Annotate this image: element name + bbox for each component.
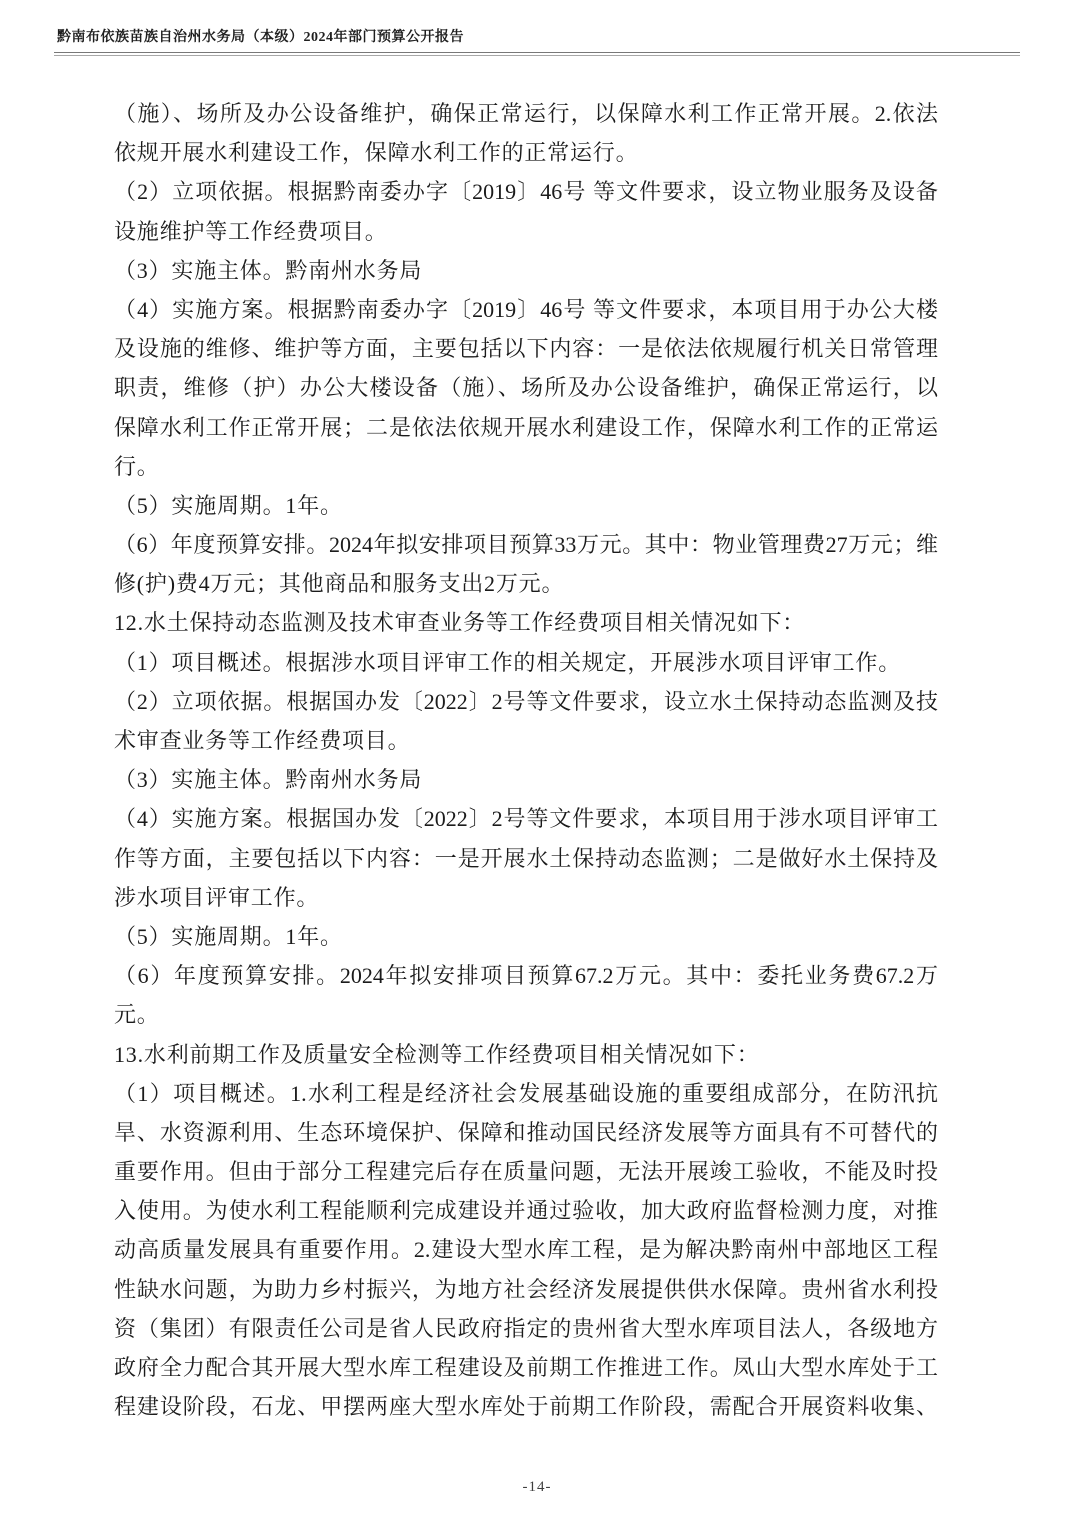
text-line: （4）实施方案。根据黔南委办字〔2019〕46号 等文件要求，本项目用于办公大楼 (114, 296, 938, 322)
text-line: （2）立项依据。根据国办发〔2022〕2号等文件要求，设立水土保持动态监测及技 (114, 688, 938, 714)
text-line: 依规开展水利建设工作，保障水利工作的正常运行。 (114, 140, 639, 166)
text-line: 涉水项目评审工作。 (114, 884, 320, 910)
text-line: 作等方面，主要包括以下内容：一是开展水土保持动态监测；二是做好水土保持及 (114, 845, 938, 871)
text-line: （6）年度预算安排。2024年拟安排项目预算67.2万元。其中：委托业务费67.2万 (114, 963, 938, 989)
text-line: 行。 (114, 453, 160, 479)
text-line: （1）项目概述。根据涉水项目评审工作的相关规定，开展涉水项目评审工作。 (114, 649, 902, 675)
text-line: 及设施的维修、维护等方面，主要包括以下内容：一是依法依规履行机关日常管理 (114, 336, 938, 362)
text-line: 13.水利前期工作及质量安全检测等工作经费项目相关情况如下： (114, 1041, 760, 1067)
text-line: 元。 (114, 1002, 160, 1028)
page-number: -14- (522, 1479, 552, 1495)
text-line: （4）实施方案。根据国办发〔2022〕2号等文件要求，本项目用于涉水项目评审工 (114, 806, 938, 832)
text-line: 保障水利工作正常开展；二是依法依规开展水利建设工作，保障水利工作的正常运 (114, 414, 938, 440)
text-line: 资（集团）有限责任公司是省人民政府指定的贵州省大型水库项目法人，各级地方 (114, 1315, 938, 1341)
text-line: （3）实施主体。黔南州水务局 (114, 257, 423, 283)
text-line: （5）实施周期。1年。 (114, 492, 343, 518)
page-header-title: 黔南布依族苗族自治州水务局（本级）2024年部门预算公开报告 (57, 30, 464, 45)
text-line: 修(护)费4万元；其他商品和服务支出2万元。 (114, 571, 565, 597)
text-line: 旱、水资源利用、生态环境保护、保障和推动国民经济发展等方面具有不可替代的 (114, 1119, 938, 1145)
text-line: （5）实施周期。1年。 (114, 923, 343, 949)
text-line: 设施维护等工作经费项目。 (114, 218, 388, 244)
text-line: 程建设阶段，石龙、甲摆两座大型水库处于前期工作阶段，需配合开展资料收集、 (114, 1394, 938, 1420)
text-line: 政府全力配合其开展大型水库工程建设及前期工作推进工作。凤山大型水库处于工 (114, 1355, 938, 1380)
text-line: （2）立项依据。根据黔南委办字〔2019〕46号 等文件要求，设立物业服务及设备 (114, 179, 938, 205)
text-line: （施）、场所及办公设备维护，确保正常运行，以保障水利工作正常开展。2.依法 (114, 101, 938, 126)
text-line: （3）实施主体。黔南州水务局 (114, 767, 423, 793)
header-divider-rule (54, 52, 1020, 56)
text-line: 动高质量发展具有重要作用。2.建设大型水库工程，是为解决黔南州中部地区工程 (114, 1237, 938, 1263)
text-line: 入使用。为使水利工程能顺利完成建设并通过验收，加大政府监督检测力度，对推 (114, 1198, 938, 1224)
text-line: （1）项目概述。1.水利工程是经济社会发展基础设施的重要组成部分，在防汛抗 (114, 1080, 938, 1106)
text-line: 术审查业务等工作经费项目。 (114, 728, 411, 753)
text-line: 职责，维修（护）办公大楼设备（施）、场所及办公设备维护，确保正常运行，以 (114, 375, 938, 401)
text-line: 重要作用。但由于部分工程建完后存在质量问题，无法开展竣工验收，不能及时投 (114, 1159, 938, 1185)
document-body (114, 94, 938, 1426)
text-line: 12.水土保持动态监测及技术审查业务等工作经费项目相关情况如下： (114, 610, 806, 636)
text-line: （6）年度预算安排。2024年拟安排项目预算33万元。其中：物业管理费27万元；维 (114, 532, 938, 558)
text-line: 性缺水问题，为助力乡村振兴，为地方社会经济发展提供供水保障。贵州省水利投 (114, 1276, 938, 1302)
